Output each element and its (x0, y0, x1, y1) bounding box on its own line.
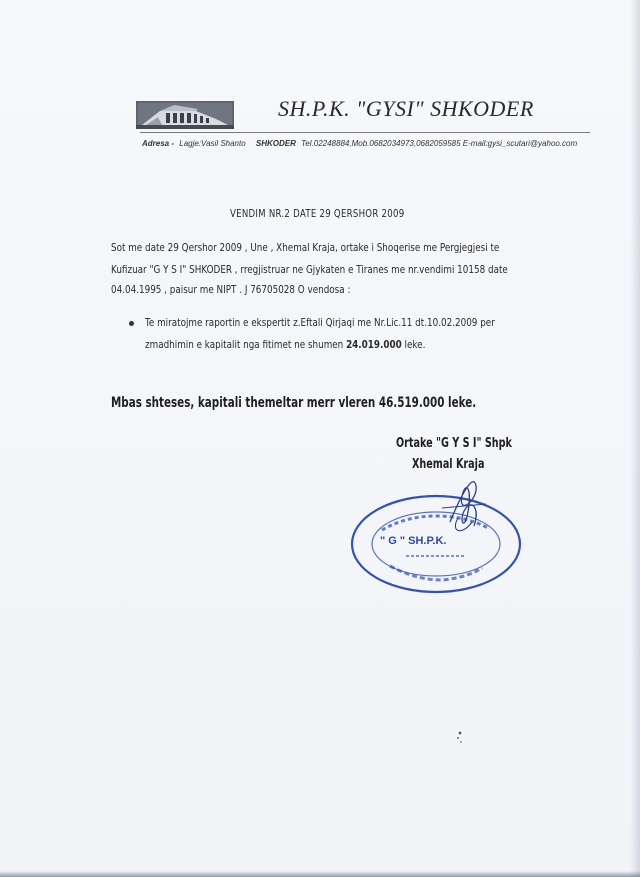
intro-line-3: 04.04.1995 , paisur me NIPT . J 76705028 O vendosa : (111, 283, 351, 296)
scan-speck (455, 730, 465, 744)
bullet-line-1: Te miratojme raportin e ekspertit z.Eftali Qirjaqi me Nr.Lic.11 dt.10.02.2009 per (145, 316, 495, 329)
address-label: Adresa - (142, 139, 175, 148)
conclusion-statement: Mbas shteses, kapitali themeltar merr vleren 46.519.000 leke. (111, 395, 477, 411)
company-stamp (346, 478, 526, 598)
address-street: Lagje:Vasil Shanto (179, 139, 246, 148)
company-logo (136, 101, 234, 129)
address-city: SHKODER (255, 139, 296, 148)
intro-line-2: Kufizuar "G Y S I" SHKODER , rregjistruar ne Gjykaten e Tiranes me nr.vendimi 10158 date (111, 263, 508, 276)
header-divider (140, 132, 590, 133)
stamp-center-text: " G " SH.P.K. (380, 535, 447, 547)
intro-line-1: Sot me date 29 Qershor 2009 , Une , Xhemal Kraja, ortake i Shoqerise me Pergjegjesi te (111, 241, 500, 254)
bullet-line-2-prefix: zmadhimin e kapitalit nga fitimet ne shumen (145, 338, 347, 351)
decision-title: VENDIM NR.2 DATE 29 QERSHOR 2009 (230, 208, 405, 220)
address-line (142, 139, 577, 148)
scan-edge-shadow-right (630, 0, 640, 877)
address-contacts: Tel.02248884,Mob.0682034973,0682059585 E-mail:gysi_scutari@yahoo.com (301, 139, 578, 148)
scan-edge-shadow-bottom (0, 871, 640, 877)
signer-name: Xhemal Kraja (412, 457, 485, 472)
bullet-line-2-suffix: leke. (401, 338, 426, 351)
signer-company: Ortake "G Y S I" Shpk (396, 436, 512, 451)
bullet-line-2 (145, 338, 425, 351)
bullet-icon (129, 321, 134, 326)
company-title: SH.P.K. "GYSI" SHKODER (278, 96, 534, 121)
bullet-amount: 24.019.000 (346, 338, 402, 351)
